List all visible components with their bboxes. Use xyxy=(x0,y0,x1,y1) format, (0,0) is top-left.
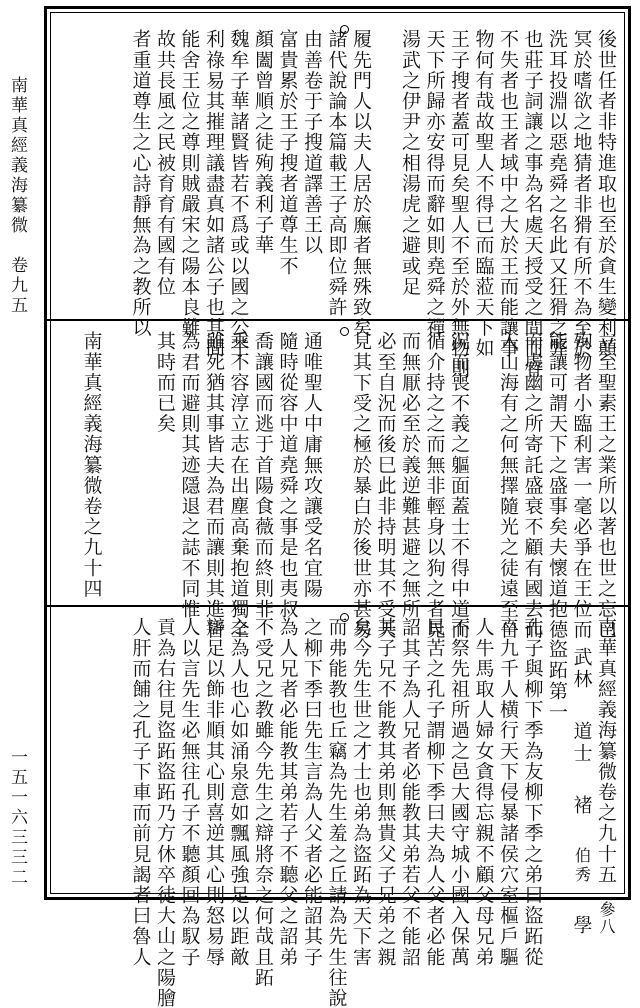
text-column: 而無厭必至於義逆難甚避之無所 xyxy=(399,331,421,620)
text-column: 雖死猶其事皆夫為君而讓則其進皆 xyxy=(203,331,225,640)
text-column: 冥於嗜欲之地猜者非猾有所不為至於 xyxy=(570,29,593,359)
text-column: 卒九千人横行天下侵暴諸侯穴室樞戶驅 xyxy=(497,617,519,968)
text-column: 而處幽之所寄託盛衰不顧有國去而 xyxy=(521,331,544,640)
author-line xyxy=(569,617,594,937)
book-title-margin: 南華真經義海纂微 卷九五 xyxy=(7,76,27,316)
text-column: 乘不容淳立志在出塵高棄抱道獨全 xyxy=(227,331,250,640)
text-column: 之柳下季曰先生言為人父者必能詔其子 xyxy=(301,617,323,968)
text-column: 見其下受之極於暴白於後世亦甚易 xyxy=(350,331,372,640)
text-column: 而弗能教也丘竊為先生羞之丘請為先生往說 xyxy=(325,617,348,1008)
chapter-body xyxy=(128,617,545,1008)
author-verb: 學 xyxy=(570,915,593,937)
text-column: 人以言先生必無往孔子不聽顏回為馭子 xyxy=(178,617,201,968)
text-column: 通唯聖人中庸無攻讓受名宜陽 xyxy=(301,331,323,599)
text-column xyxy=(373,29,398,311)
text-column: 履先門人以夫人居於廡者無殊致矣 xyxy=(350,29,372,338)
text-column: 之為人也心如涌泉意如飄風強足以距敵 xyxy=(227,617,250,968)
text-column: 不失者也王者域中之大於王而能讓事 xyxy=(497,29,519,359)
text-column: 不受兄之教雖今先生之辯將奈之何哉且跖 xyxy=(252,617,274,988)
text-column: 利祿易其摧理議盡真如諸公子也其間 xyxy=(203,29,225,359)
author-courtesy-name: 伯秀 xyxy=(572,847,592,885)
text-column: 能舍王位之尊則賊嚴宋之陽本良難 xyxy=(178,29,201,338)
text-column: 入山海有之何無擇隨光之徒遠至自 xyxy=(497,331,519,640)
text-column: 其子兄不能教其弟則無貴父子兄弟之親 xyxy=(374,617,397,968)
text-column: 殉物者小臨利害一毫必爭在王位而 xyxy=(570,331,593,640)
volume-title: 南華真經義海纂微卷之九十五 xyxy=(595,617,617,885)
text-column: 後世任者非特進取也至於貪生變利顛 xyxy=(595,29,617,359)
text-column: 隨時從容中道堯舜之事是也夷叔 xyxy=(276,331,299,620)
author-role: 道士 xyxy=(570,721,593,765)
text-column: 湯武之伊尹之相湯虎之避或足 xyxy=(399,29,421,297)
text-column: 者重道尊生之心詩靜無為之教所以 xyxy=(129,29,152,338)
text-panel-lower xyxy=(57,617,618,1008)
text-column: 人牛馬取人婦女貪得忘親不顧父母兄弟 xyxy=(472,617,495,968)
chapter-heading xyxy=(545,617,570,892)
text-column xyxy=(128,331,153,599)
text-column: 辯足以飾非順其心則喜逆其心則怒易辱 xyxy=(203,617,225,968)
text-column: 喬讓國而逃于首陽食薇而終則非 xyxy=(252,331,274,620)
author-place: 武林 xyxy=(570,647,593,691)
text-column: 故共長風之民被育育有國有位 xyxy=(154,29,176,297)
page-number-margin: 一五一六三三二 xyxy=(7,748,27,888)
text-column: 王子搜者蓋可見矣聖人不至於外無物則 xyxy=(448,29,470,380)
text-column: 循介持之之而無非輕身以狗之者見 xyxy=(423,331,446,640)
text-column: 為君而避則其迹隱退之誌不同惟 xyxy=(178,331,201,620)
text-column: 詔其子為人兄者必能教其弟若父不能詔 xyxy=(399,617,421,968)
volume-title-note: 參八 xyxy=(597,900,616,935)
text-column: 矣今先生世之才士也弟為盜跖為天下害 xyxy=(350,617,372,968)
text-column: 不祭先祖所過之邑大國守城小國入保萬 xyxy=(448,617,470,968)
page-frame xyxy=(44,6,631,1008)
text-column: 貢為右往見盜跖盜跖乃方休卒徒大山之陽膾 xyxy=(154,617,176,1008)
text-column: 洗耳投淵以惡堯舜之名此又狂猾之弊 xyxy=(546,29,568,359)
text-column: 富貴累於王子搜者道尊生不 xyxy=(276,29,299,277)
text-column: 能讓可謂天下之盛事矣夫懷道抱德 xyxy=(546,331,568,640)
text-column: 南華真經義海纂微卷之九十四 xyxy=(80,331,103,599)
text-column: 物何有哉故聖人不得已而臨蒞天下如 xyxy=(472,29,495,359)
text-column: 由善卷于子搜道譯善王以 xyxy=(301,29,323,256)
text-column: 為人兄者必能教其弟若子不聽父之詔弟 xyxy=(276,617,299,968)
text-column: 也莊子詞讓之事為名處天授受之間而宜 xyxy=(521,29,544,380)
text-column: 立至聖素王之業所以著也世之忘已 xyxy=(595,331,617,640)
text-column: 魏牟子華諸賢皆若不爲或以國之公子 xyxy=(227,29,250,359)
text-column: 諸代說論本篇載王子高即位舜許 xyxy=(325,29,348,318)
text-panel-upper xyxy=(57,29,618,380)
author-name: 褚 xyxy=(570,795,593,817)
text-column xyxy=(471,331,496,599)
text-panel-middle xyxy=(57,331,618,640)
text-column: 天下所歸亦安得而辭如則堯舜之禪 xyxy=(423,29,446,338)
text-column: 顏闔曾順之徒殉義利子華 xyxy=(252,29,274,256)
text-column: 人肝而餔之孔子下車而前見謁者曰魯人 xyxy=(129,617,152,968)
text-column: 其時而已矣 xyxy=(154,331,176,434)
chapter-title: 盜跖第一 xyxy=(546,639,568,723)
text-column: 孔子與柳下季為友柳下季之弟曰盜跖從 xyxy=(521,617,544,968)
text-column: 況而喪不義之軀面蓋士不得中道而 xyxy=(448,331,470,640)
volume-title-line xyxy=(594,617,619,935)
text-column: 必至自況而後巳此非持明其不受天 xyxy=(374,331,397,640)
text-column: 民苦之孔子謂柳下季曰夫為人父者必能 xyxy=(423,617,446,968)
text-column xyxy=(104,331,129,599)
text-column xyxy=(324,331,349,599)
